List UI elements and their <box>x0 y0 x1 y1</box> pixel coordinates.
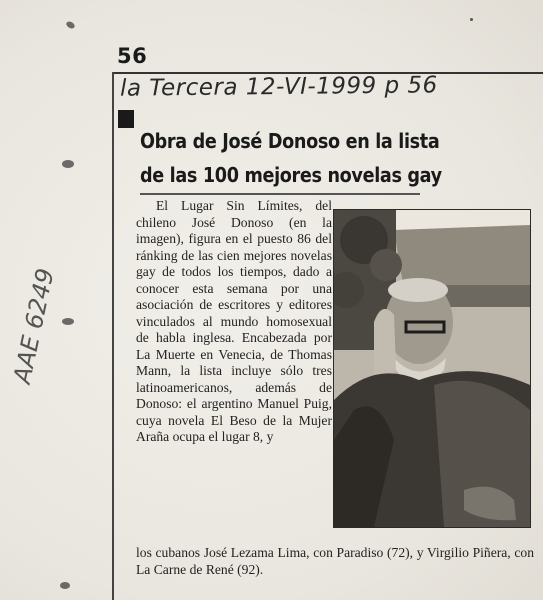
paper-speck <box>470 18 473 21</box>
section-marker <box>118 110 134 128</box>
article-headline <box>140 124 484 192</box>
binder-hole-mark <box>65 20 76 30</box>
headline-line-1: Obra de José Donoso en la lista <box>140 129 440 153</box>
page-number: 56 <box>117 44 148 68</box>
article-body-tail: los cubanos José Lezama Lima, con Paradiso (72), y Virgilio Piñera, con La Carne de René (92). <box>136 545 534 577</box>
binder-hole-mark <box>62 318 74 325</box>
binder-hole-mark <box>60 582 70 589</box>
article-body-column: El Lugar Sin Límites, del chileno José Donoso (en la imagen), figura en el puesto 86 del ránking de las cien mejores novelas gay de todos los tiempos, dado a conocer esta semana por una asociación de escritores y editores vinculados al mundo homosexual de habla inglesa. Encabezada por La Muerte en Venecia, de Thomas Mann, la lista incluye sólo tres latinoamericanos, además de Donoso: el argentino Manuel Puig, cuya novela El Beso de la Mujer Araña ocupa el lugar 8, y <box>136 198 332 444</box>
clipping-border-left <box>112 72 114 600</box>
author-portrait-image <box>334 210 530 527</box>
headline-line-2: de las 100 mejores novelas gay <box>140 163 442 187</box>
headline-underline <box>140 193 420 195</box>
author-photo <box>333 209 531 528</box>
binder-hole-mark <box>62 160 74 168</box>
archive-code-handwritten: AAE 6249 <box>8 265 60 386</box>
handwritten-source-note: la Tercera 12-VI-1999 p 56 <box>119 72 438 102</box>
